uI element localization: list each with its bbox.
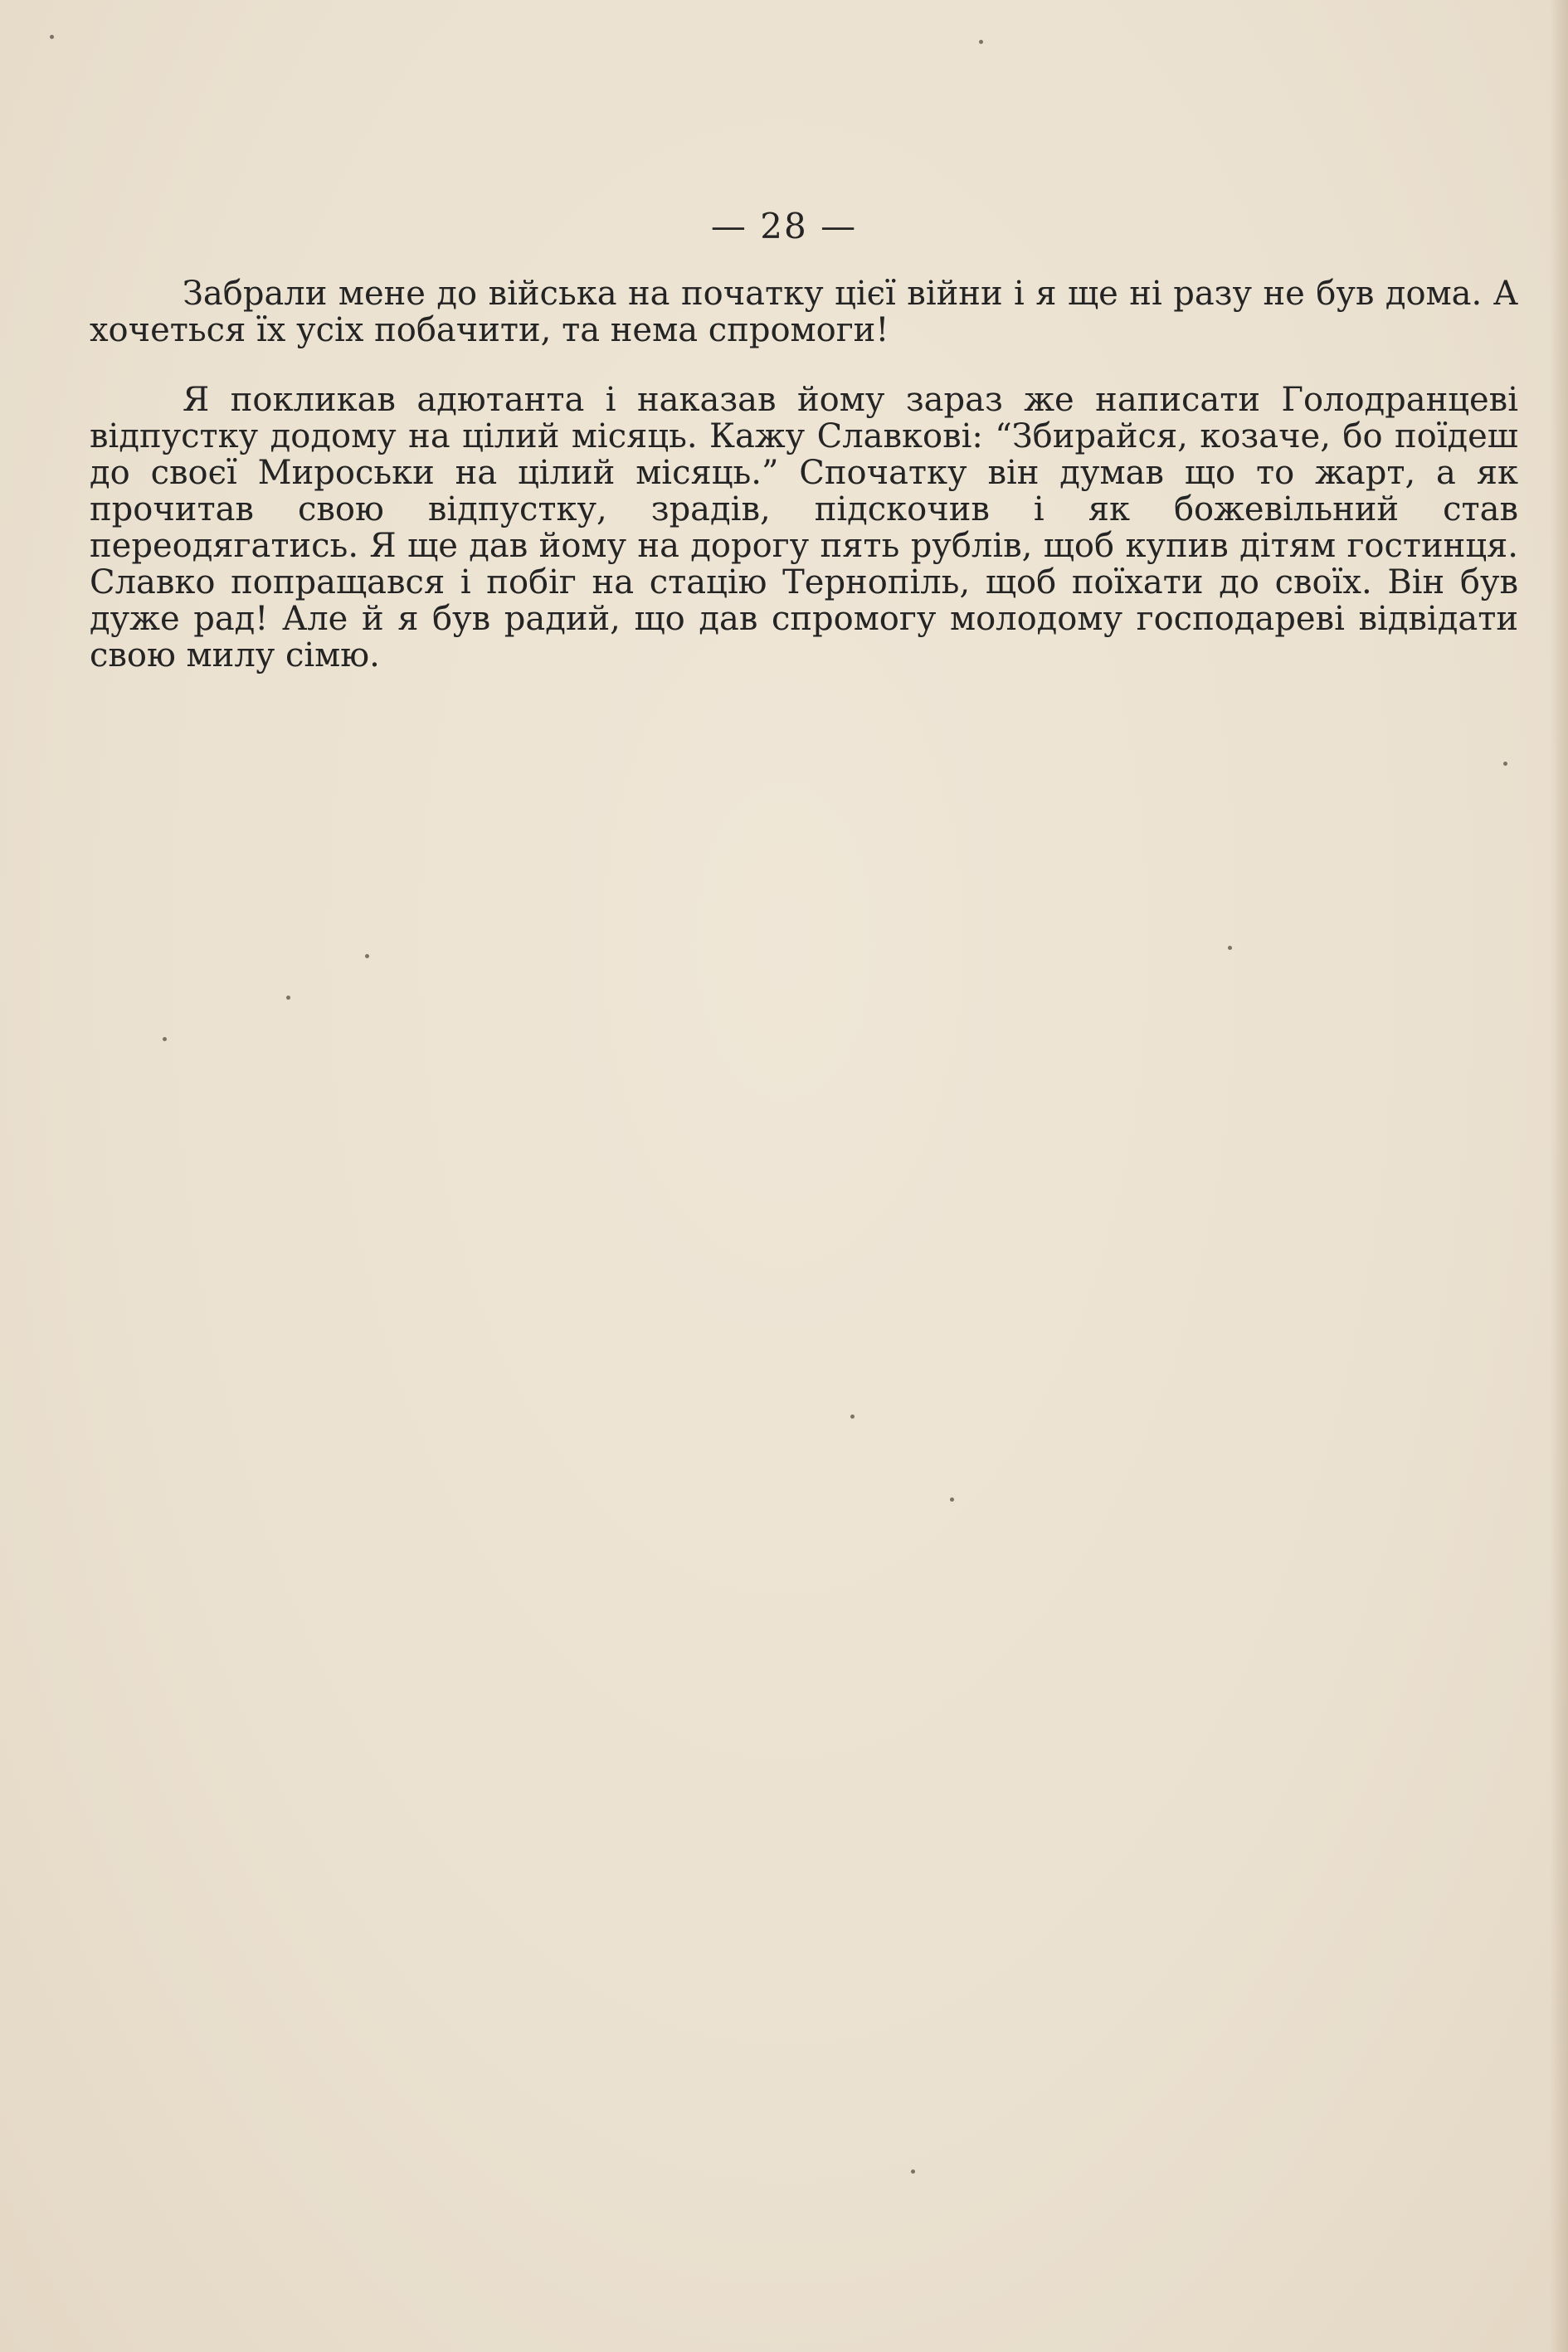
print-speck — [1228, 946, 1232, 950]
body-text — [90, 275, 1518, 707]
paragraph-1: Забрали мене до війська на початку цієї війни і я ще ні разу не був дома. А хочеться їх усіх побачити, та нема спромоги! — [90, 275, 1518, 349]
print-speck — [911, 2169, 915, 2174]
print-speck — [365, 954, 369, 958]
paragraph-2: Я покликав адютанта і наказав йому зараз же написати Голодранцеві відпустку додому на цілий місяць. Кажу Славкові: “Збирайся, козаче, бо поїдеш до своєї Мироськи на цілий місяць.” Спочатку він думав що то жарт, а як прочитав свою відпустку, зрадів, підскочив і як божевільний став переодягатись. Я ще дав йому на дорогу пять рублів, щоб купив дітям гостинця. Славко попращався і побіг на стацію Тернопіль, щоб поїхати до своїх. Він був дуже рад! Але й я був радий, що дав спромогу молодому господареві відвідати свою милу сімю. — [90, 381, 1518, 674]
print-speck — [286, 996, 290, 1000]
print-speck — [163, 1037, 167, 1041]
page-number: — 28 — — [710, 206, 858, 246]
print-speck — [979, 40, 983, 44]
print-speck — [1503, 762, 1507, 766]
print-speck — [50, 35, 54, 39]
page-edge-shadow — [1550, 0, 1568, 2352]
print-speck — [950, 1497, 954, 1502]
print-speck — [850, 1415, 855, 1419]
